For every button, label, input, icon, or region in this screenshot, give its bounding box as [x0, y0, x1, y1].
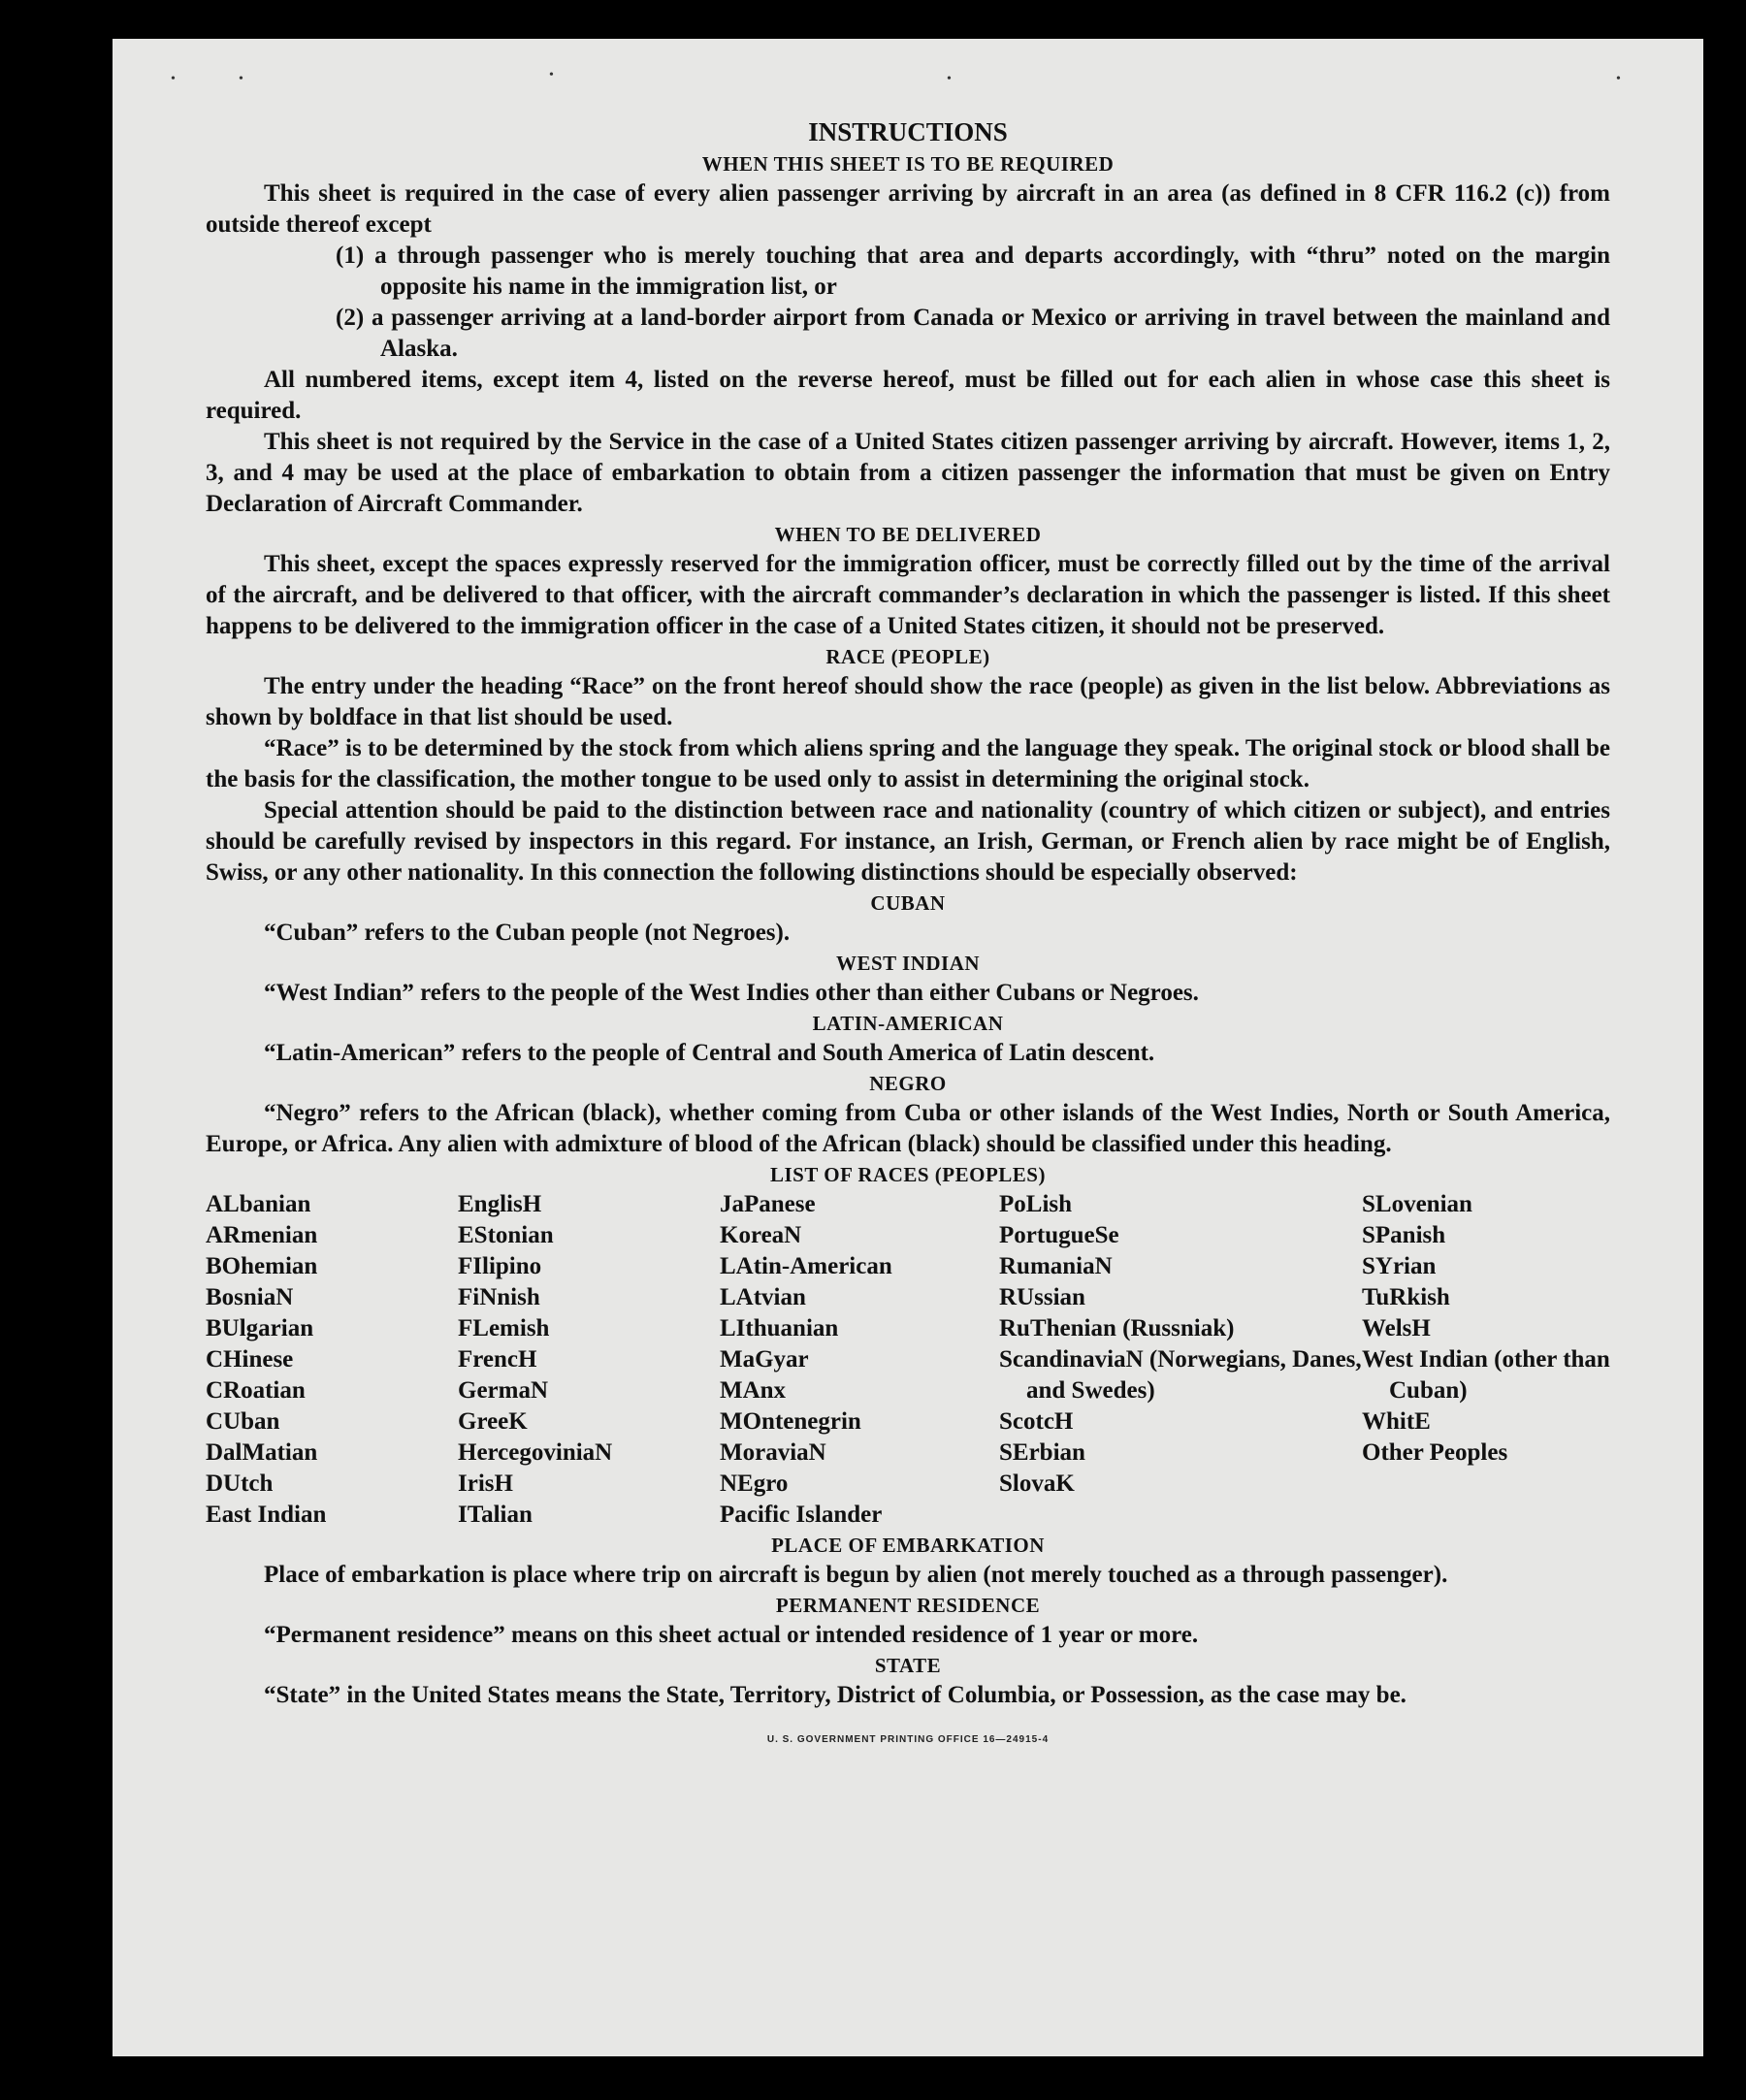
speck: • — [549, 68, 554, 82]
race-entry: IrisH — [458, 1470, 513, 1497]
race-entry: GreeK — [458, 1408, 528, 1435]
race-entry: SlovaK — [999, 1470, 1075, 1497]
race-entry: KoreaN — [720, 1222, 802, 1248]
page-title: INSTRUCTIONS — [808, 117, 1008, 146]
races-column — [720, 1189, 999, 1531]
paragraph: “State” in the United States means the State, Territory, District of Columbia, or Possession, as the case may be. — [264, 1682, 1406, 1708]
section-heading: WHEN TO BE DELIVERED — [774, 523, 1042, 546]
race-entry: LIthuanian — [720, 1315, 839, 1341]
speck: • — [239, 72, 243, 86]
list-item: (2) a passenger arriving at a land-border airport from Canada or Mexico or arriving in travel between the mainland and Alaska. — [336, 305, 1610, 362]
race-entry: WhitE — [1362, 1408, 1431, 1435]
race-entry: ALbanian — [206, 1191, 311, 1217]
paragraph: The entry under the heading “Race” on the front hereof should show the race (people) as given in the list below. Abbreviations as shown by boldface in that list should be used. — [206, 673, 1610, 730]
section-heading: LATIN-AMERICAN — [812, 1012, 1004, 1035]
race-entry: Other Peoples — [1362, 1439, 1508, 1466]
race-entry: DUtch — [206, 1470, 274, 1497]
section-heading: STATE — [874, 1654, 942, 1677]
paragraph: This sheet is not required by the Service in the case of a United States citizen passenger arriving by aircraft. However, items 1, 2, 3, and 4 may be used at the place of embarkation to obtain from a citizen passenger the information that must be given on Entry Declaration of Aircraft Commander. — [206, 429, 1610, 517]
section-heading: WHEN THIS SHEET IS TO BE REQUIRED — [701, 152, 1115, 176]
races-list — [206, 1189, 1610, 1531]
paragraph: “Latin-American” refers to the people of Central and South America of Latin descent. — [264, 1040, 1155, 1066]
race-entry: SErbian — [999, 1439, 1085, 1466]
paragraph: “Negro” refers to the African (black), whether coming from Cuba or other islands of the West Indies, North or South America, Europe, or Africa. Any alien with admixture of blood of the African (black) should be classified under this heading. — [206, 1100, 1610, 1157]
race-entry: NEgro — [720, 1470, 789, 1497]
race-entry: EStonian — [458, 1222, 554, 1248]
section-heading: LIST OF RACES (PEOPLES) — [770, 1163, 1046, 1186]
section-heading: PLACE OF EMBARKATION — [771, 1534, 1045, 1557]
race-entry: CUban — [206, 1408, 280, 1435]
race-entry: MAnx — [720, 1377, 787, 1404]
race-entry: FIlipino — [458, 1253, 542, 1279]
races-column — [206, 1189, 458, 1531]
speck: • — [1616, 72, 1621, 86]
race-entry: ScotcH — [999, 1408, 1074, 1435]
race-entry: WelsH — [1362, 1315, 1431, 1341]
race-entry: HercegoviniaN — [458, 1439, 613, 1466]
race-entry: MOntenegrin — [720, 1408, 861, 1435]
speck: • — [171, 72, 176, 86]
race-entry: CRoatian — [206, 1377, 306, 1404]
race-entry: FLemish — [458, 1315, 550, 1341]
race-entry: EnglisH — [458, 1191, 542, 1217]
race-entry: DalMatian — [206, 1439, 318, 1466]
race-entry: RuThenian (Russniak) — [999, 1315, 1235, 1341]
paragraph: This sheet is required in the case of every alien passenger arriving by aircraft in an area (as defined in 8 CFR 116.2 (c)) from outside thereof except — [206, 180, 1610, 238]
race-entry: MaGyar — [720, 1346, 809, 1373]
paragraph: This sheet, except the spaces expressly reserved for the immigration officer, must be correctly filled out by the time of the arrival of the aircraft, and be delivered to that officer, with the aircraft commander’s declaration in which the passenger is listed. If this sheet happens to be delivered to the immigration officer in the case of a United States citizen, it should not be preserved. — [206, 551, 1610, 639]
section-heading: NEGRO — [869, 1072, 947, 1095]
race-entry: CHinese — [206, 1346, 294, 1373]
race-entry: FiNnish — [458, 1284, 540, 1310]
exception-list — [206, 241, 1610, 365]
race-entry: ITalian — [458, 1502, 533, 1528]
race-entry: GermaN — [458, 1377, 549, 1404]
printing-office-footer: U. S. GOVERNMENT PRINTING OFFICE 16—24915-4 — [766, 1734, 1050, 1745]
race-entry: RumaniaN — [999, 1253, 1113, 1279]
paragraph: Place of embarkation is place where trip on aircraft is begun by alien (not merely touched as a through passenger). — [264, 1562, 1448, 1588]
speck: • — [947, 72, 952, 86]
paragraph: “Race” is to be determined by the stock from which aliens spring and the language they speak. The original stock or blood shall be the basis for the classification, the mother tongue to be used only to assist in determining the original stock. — [206, 735, 1610, 792]
instructions-content — [206, 114, 1610, 1756]
paragraph: “West Indian” refers to the people of the West Indies other than either Cubans or Negroes. — [264, 980, 1199, 1006]
race-entry: BOhemian — [206, 1253, 318, 1279]
list-item: (1) a through passenger who is merely touching that area and departs accordingly, with “thru” noted on the margin opposite his name in the immigration list, or — [336, 242, 1610, 300]
race-entry: East Indian — [206, 1502, 327, 1528]
paragraph: Special attention should be paid to the distinction between race and nationality (country of which citizen or subject), and entries should be carefully revised by inspectors in this regard. For instance, an Irish, German, or French alien by race might be of English, Swiss, or any other nationality. In this connection the following distinctions should be especially observed: — [206, 797, 1610, 886]
race-entry: West Indian (other than Cuban) — [1362, 1346, 1610, 1404]
paragraph: All numbered items, except item 4, listed on the reverse hereof, must be filled out for each alien in whose case this sheet is required. — [206, 367, 1610, 424]
race-entry: SPanish — [1362, 1222, 1446, 1248]
race-entry: BosniaN — [206, 1284, 294, 1310]
section-heading: RACE (PEOPLE) — [825, 645, 990, 668]
race-entry: SLovenian — [1362, 1191, 1472, 1217]
race-entry: BUlgarian — [206, 1315, 314, 1341]
race-entry: JaPanese — [720, 1191, 816, 1217]
race-entry: LAtvian — [720, 1284, 806, 1310]
section-heading: CUBAN — [870, 891, 946, 915]
race-entry: PortugueSe — [999, 1222, 1119, 1248]
race-entry: MoraviaN — [720, 1439, 826, 1466]
paragraph: “Permanent residence” means on this sheet actual or intended residence of 1 year or more. — [264, 1622, 1199, 1648]
race-entry: SYrian — [1362, 1253, 1437, 1279]
race-entry: RUssian — [999, 1284, 1085, 1310]
races-column — [458, 1189, 720, 1531]
race-entry: ARmenian — [206, 1222, 318, 1248]
races-column — [1362, 1189, 1610, 1531]
race-entry: TuRkish — [1362, 1284, 1450, 1310]
section-heading: PERMANENT RESIDENCE — [775, 1594, 1041, 1617]
race-entry: FrencH — [458, 1346, 537, 1373]
race-entry: Pacific Islander — [720, 1502, 883, 1528]
paragraph: “Cuban” refers to the Cuban people (not Negroes). — [264, 920, 791, 946]
race-entry: LAtin-American — [720, 1253, 892, 1279]
race-entry: PoLish — [999, 1191, 1073, 1217]
races-column — [999, 1189, 1362, 1531]
document-page — [113, 39, 1703, 2056]
section-heading: WEST INDIAN — [835, 952, 981, 975]
race-entry: ScandinaviaN (Norwegians, Danes, and Swedes) — [999, 1346, 1362, 1404]
